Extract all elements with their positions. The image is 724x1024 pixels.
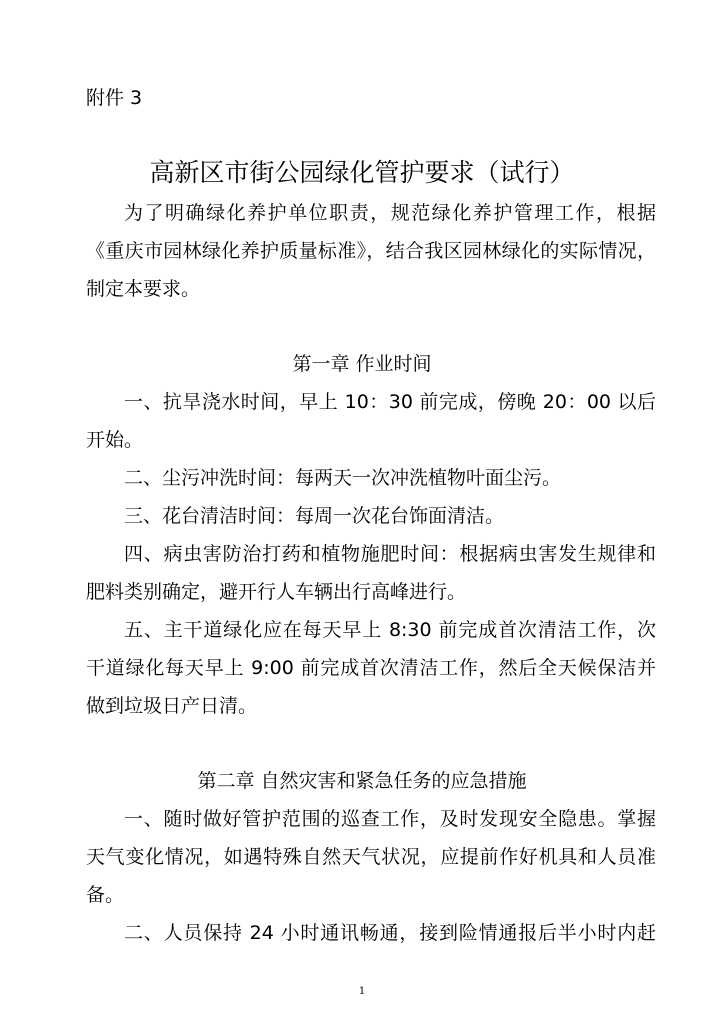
- chapter-1-item-5-cont: 做到垃圾日产日清。: [86, 695, 258, 717]
- page-number: 1: [358, 986, 366, 997]
- chapter-1-heading: 第一章 作业时间: [292, 353, 432, 375]
- chapter-2-item-2: 二、人员保持 24 小时通讯畅通，接到险情通报后半小时内赶: [124, 922, 656, 944]
- intro-line: 《重庆市园林绿化养护质量标准》，结合我区园林绿化的实际情况，: [86, 240, 656, 262]
- chapter-1-item-4: 四、病虫害防治打药和植物施肥时间：根据病虫害发生规律和: [124, 543, 656, 565]
- chapter-1-item-1: 一、抗旱浇水时间，早上 10：30 前完成，傍晚 20：00 以后: [124, 391, 656, 413]
- chapter-2-heading: 第二章 自然灾害和紧急任务的应急措施: [197, 770, 527, 792]
- chapter-2-item-1-cont: 备。: [86, 884, 125, 906]
- chapter-2-item-1-cont: 天气变化情况，如遇特殊自然天气状况，应提前作好机具和人员准: [86, 846, 656, 868]
- chapter-2-item-1: 一、随时做好管护范围的巡查工作，及时发现安全隐患。掌握: [124, 808, 656, 830]
- chapter-1-item-1-cont: 开始。: [86, 429, 144, 451]
- chapter-1-item-3: 三、花台清洁时间：每周一次花台饰面清洁。: [124, 505, 505, 527]
- chapter-1-item-5: 五、主干道绿化应在每天早上 8:30 前完成首次清洁工作，次: [124, 619, 656, 641]
- chapter-1-item-4-cont: 肥料类别确定，避开行人车辆出行高峰进行。: [86, 581, 467, 603]
- intro-line: 为了明确绿化养护单位职责，规范绿化养护管理工作，根据: [124, 202, 656, 224]
- intro-line: 制定本要求。: [86, 278, 201, 300]
- chapter-1-item-5-cont: 干道绿化每天早上 9:00 前完成首次清洁工作，然后全天候保洁并: [86, 657, 656, 679]
- attachment-label: 附件 3: [86, 87, 143, 109]
- chapter-1-item-2: 二、尘污冲洗时间：每两天一次冲洗植物叶面尘污。: [124, 467, 562, 489]
- document-title: 高新区市街公园绿化管护要求（试行）: [149, 158, 575, 187]
